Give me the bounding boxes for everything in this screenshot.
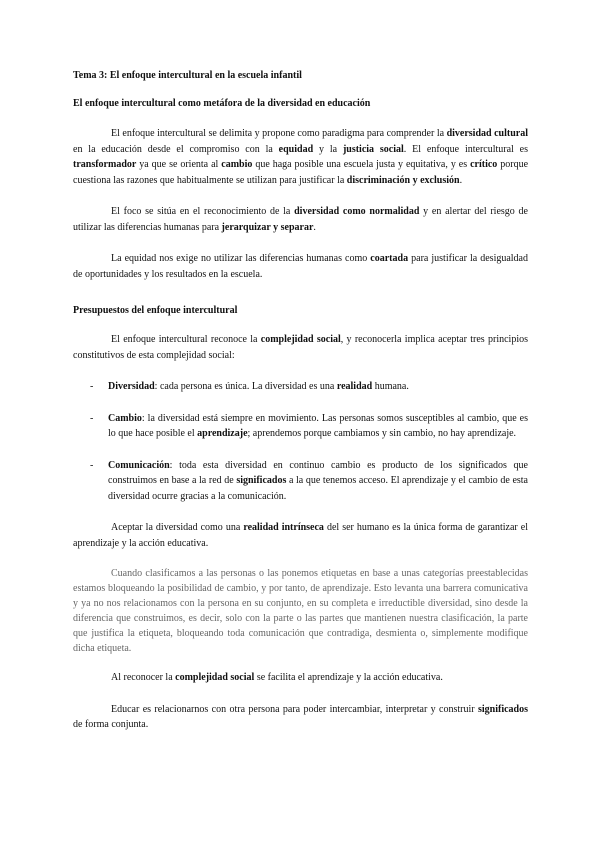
bold-term: realidad [336, 381, 373, 392]
bold-term: discriminación y exclusión [346, 174, 460, 186]
document-page [73, 70, 528, 733]
text-run: ; aprendemos porque cambiamos y sin cambio, no hay aprendizaje. [247, 428, 517, 439]
text-run: Aceptar la diversidad como una [111, 522, 244, 533]
bold-term: coartada [370, 253, 409, 264]
text-run: : la diversidad está siempre en movimiento. Las personas somos susceptibles al cambio, que es lo que hace posible el [108, 412, 528, 439]
text-run: . [459, 174, 463, 186]
bold-term: diversidad cultural [446, 128, 528, 139]
bold-term: complejidad social [175, 672, 255, 683]
bold-term: transformador [73, 159, 137, 170]
list-item [73, 458, 528, 505]
bold-term: equidad [278, 143, 314, 155]
text-run: y la [313, 143, 343, 155]
text-run: de forma conjunta. [73, 719, 149, 730]
bold-term: diversidad como normalidad [294, 206, 420, 217]
text-run: , y reconocerla implica aceptar tres principios constitutivos de esta complejidad social: [73, 334, 528, 361]
text-run: humana. [372, 381, 409, 392]
text-run: ya que se orienta al [136, 159, 222, 170]
paragraph-focus [73, 204, 528, 235]
list-item [73, 411, 528, 442]
dash-marker: - [90, 412, 94, 424]
section-heading-metaphor: El enfoque intercultural como metáfora de la diversidad en educación [73, 98, 371, 109]
text-run: y en alertar del riesgo de utilizar las diferencias humanas para [73, 206, 528, 233]
text-run: El foco se sitúa en el reconocimiento de la [111, 206, 295, 217]
text-run: en la educación desde el compromiso con la [73, 143, 279, 155]
paragraph-recognize [73, 670, 528, 686]
bold-term: realidad intrínseca [243, 522, 324, 533]
text-run: : cada persona es única. La diversidad es una [154, 381, 337, 392]
dash-marker: - [90, 381, 94, 392]
bold-term: aprendizaje [197, 428, 248, 439]
text-run: para justificar la desigualdad de oportunidades y los resultados en la escuela. [73, 253, 528, 280]
paragraph-equity [73, 251, 528, 282]
text-run: . El enfoque intercultural es [403, 143, 529, 155]
paragraph-intro [73, 126, 528, 188]
bold-term: cambio [221, 159, 253, 170]
bold-term: Cambio [108, 412, 142, 424]
paragraph-accept [73, 520, 528, 551]
paragraph-complexity [73, 332, 528, 363]
text-run: . [313, 221, 316, 233]
principles-list [73, 379, 528, 504]
bold-term: Diversidad [108, 381, 155, 392]
quote-block: Cuando clasificamos a las personas o las ponemos etiquetas en base a unas categorías preestablecidas estamos bloqueando la posibilidad de cambio, y por tanto, de aprendizaje. Esto levanta una barrera comunicativa y ya no nos relacionamos con la persona en su conjunto, en su completa e irreductible diversidad, sino desde la diferencia que construimos, es decir, solo con la parte o las partes que mantienen nuestra clasificación, la parte que justifica la etiqueta, bloqueando toda comunicación que contradiga, desmienta o, simplemente modifique dicha etiqueta. [73, 568, 528, 654]
bold-term: significados [236, 475, 287, 486]
bold-term: crítico [470, 159, 498, 170]
text-run: Educar es relacionarnos con otra persona para poder intercambiar, interpretar y construir [111, 703, 478, 715]
text-run: porque cuestiona las razones que habitualmente se utilizan para justificar la [73, 159, 529, 186]
text-run: a la que tenemos acceso. El aprendizaje y el cambio de esta diversidad ocurre gracias a la comunicación. [108, 475, 528, 502]
document-title: Tema 3: El enfoque intercultural en la escuela infantil [73, 70, 302, 81]
bold-term: justicia social [342, 143, 404, 155]
text-run: La equidad nos exige no utilizar las diferencias humanas como [111, 253, 371, 264]
text-run: Al reconocer la [111, 672, 176, 683]
paragraph-educate [73, 702, 528, 733]
dash-marker: - [90, 459, 94, 471]
bold-term: jerarquizar y separar [221, 221, 314, 233]
section-heading-presupuestos: Presupuestos del enfoque intercultural [73, 305, 238, 316]
text-run: del ser humano es la única forma de garantizar el aprendizaje y la acción educativa. [73, 522, 528, 549]
bold-term: Comunicación [108, 459, 170, 471]
text-run: que haga posible una escuela justa y equitativa, y es [252, 159, 471, 170]
bold-term: complejidad social [260, 334, 341, 345]
list-item [73, 379, 528, 395]
bold-term: significados [477, 703, 528, 715]
text-run: se facilita el aprendizaje y la acción educativa. [254, 672, 443, 683]
text-run: : toda esta diversidad en continuo cambio es producto de los significados que construimos en base a la red de [108, 459, 528, 486]
text-run: El enfoque intercultural se delimita y propone como paradigma para comprender la [111, 128, 447, 139]
text-run: El enfoque intercultural reconoce la [111, 334, 261, 345]
